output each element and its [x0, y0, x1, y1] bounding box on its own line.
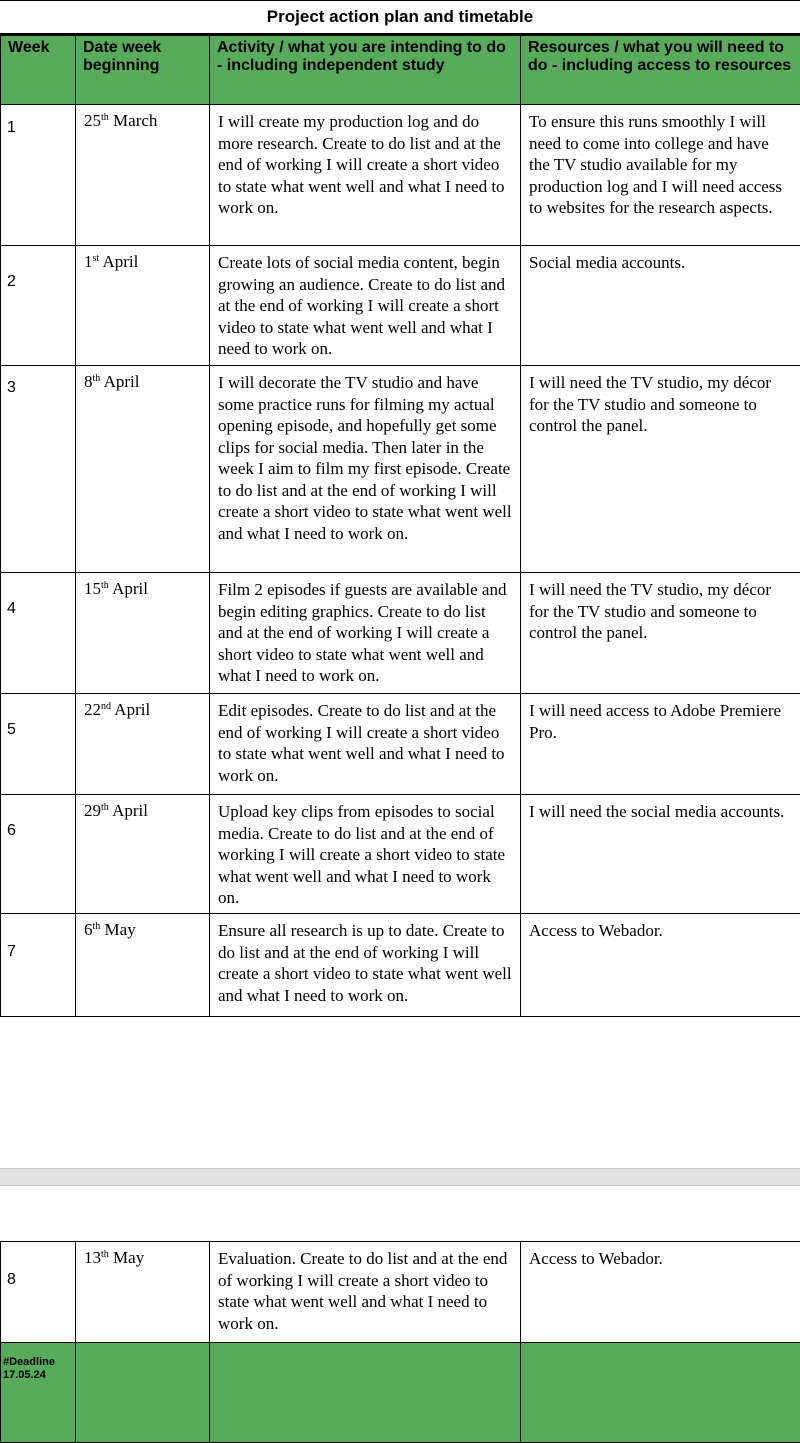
- table-header-row: [1, 36, 800, 105]
- resources-cell: Access to Webador.: [521, 914, 800, 1017]
- table-row: [1, 573, 800, 694]
- resources-cell: I will need access to Adobe Premiere Pro.: [521, 694, 800, 795]
- resources-cell: I will need the TV studio, my décor for the TV studio and someone to control the panel.: [521, 366, 800, 573]
- week-date: 13th May: [76, 1242, 210, 1343]
- header-resources: Resources / what you will need to do - including access to resources: [521, 36, 800, 105]
- week-number: 4: [1, 573, 76, 694]
- week-number: 3: [1, 366, 76, 573]
- activity-cell: Upload key clips from episodes to social media. Create to do list and at the end of working I will create a short video to state what went well and what I need to work on.: [210, 795, 521, 914]
- table-row: [1, 795, 800, 914]
- week-date: 25th March: [76, 105, 210, 246]
- table-row: [1, 246, 800, 366]
- table-row: [1, 105, 800, 246]
- activity-cell: I will decorate the TV studio and have some practice runs for filming my actual opening episode, and hopefully get some clips for social media. Then later in the week I aim to film my first episode. Create to do list and at the end of working I will create a short video to state what went well and what I need to work on.: [210, 366, 521, 573]
- table-row: [1, 1242, 800, 1343]
- activity-cell: Evaluation. Create to do list and at the end of working I will create a short video to state what went well and what I need to work on.: [210, 1242, 521, 1343]
- resources-cell: I will need the social media accounts.: [521, 795, 800, 914]
- deadline-row: [1, 1343, 800, 1443]
- table-row: [1, 694, 800, 795]
- page-break-separator: [0, 1168, 800, 1186]
- week-number: 8: [1, 1242, 76, 1343]
- week-number: 1: [1, 105, 76, 246]
- header-activity: Activity / what you are intending to do - including independent study: [210, 36, 521, 105]
- week-number: 5: [1, 694, 76, 795]
- header-week: Week: [1, 36, 76, 105]
- deadline-label: #Deadline: [3, 1356, 73, 1369]
- table-row: [1, 914, 800, 1017]
- deadline-date: 17.05.24: [3, 1369, 73, 1382]
- deadline-empty-cell: [76, 1343, 210, 1443]
- activity-cell: Edit episodes. Create to do list and at the end of working I will create a short video to state what went well and what I need to work on.: [210, 694, 521, 795]
- timetable-table: [0, 35, 800, 1017]
- activity-cell: I will create my production log and do more research. Create to do list and at the end of working I will create a short video to state what went well and what I need to work on.: [210, 105, 521, 246]
- week-date: 6th May: [76, 914, 210, 1017]
- resources-cell: To ensure this runs smoothly I will need to come into college and have the TV studio available for my production log and I will need access to websites for the research aspects.: [521, 105, 800, 246]
- timetable-table-continued: [0, 1241, 800, 1443]
- deadline-cell: [1, 1343, 76, 1443]
- week-date: 22nd April: [76, 694, 210, 795]
- week-number: 7: [1, 914, 76, 1017]
- deadline-empty-cell: [210, 1343, 521, 1443]
- header-date: Date week beginning: [76, 36, 210, 105]
- page-bottom-margin: [0, 1020, 800, 1168]
- document-title: Project action plan and timetable: [0, 0, 800, 35]
- week-number: 6: [1, 795, 76, 914]
- week-date: 15th April: [76, 573, 210, 694]
- deadline-empty-cell: [521, 1343, 800, 1443]
- week-date: 8th April: [76, 366, 210, 573]
- activity-cell: Film 2 episodes if guests are available and begin editing graphics. Create to do list and at the end of working I will create a short video to state what went well and what I need to work on.: [210, 573, 521, 694]
- resources-cell: I will need the TV studio, my décor for the TV studio and someone to control the panel.: [521, 573, 800, 694]
- activity-cell: Create lots of social media content, begin growing an audience. Create to do list and at the end of working I will create a short video to state what went well and what I need to work on.: [210, 246, 521, 366]
- table-row: [1, 366, 800, 573]
- week-date: 1st April: [76, 246, 210, 366]
- resources-cell: Social media accounts.: [521, 246, 800, 366]
- activity-cell: Ensure all research is up to date. Create to do list and at the end of working I will create a short video to state what went well and what I need to work on.: [210, 914, 521, 1017]
- week-date: 29th April: [76, 795, 210, 914]
- resources-cell: Access to Webador.: [521, 1242, 800, 1343]
- week-number: 2: [1, 246, 76, 366]
